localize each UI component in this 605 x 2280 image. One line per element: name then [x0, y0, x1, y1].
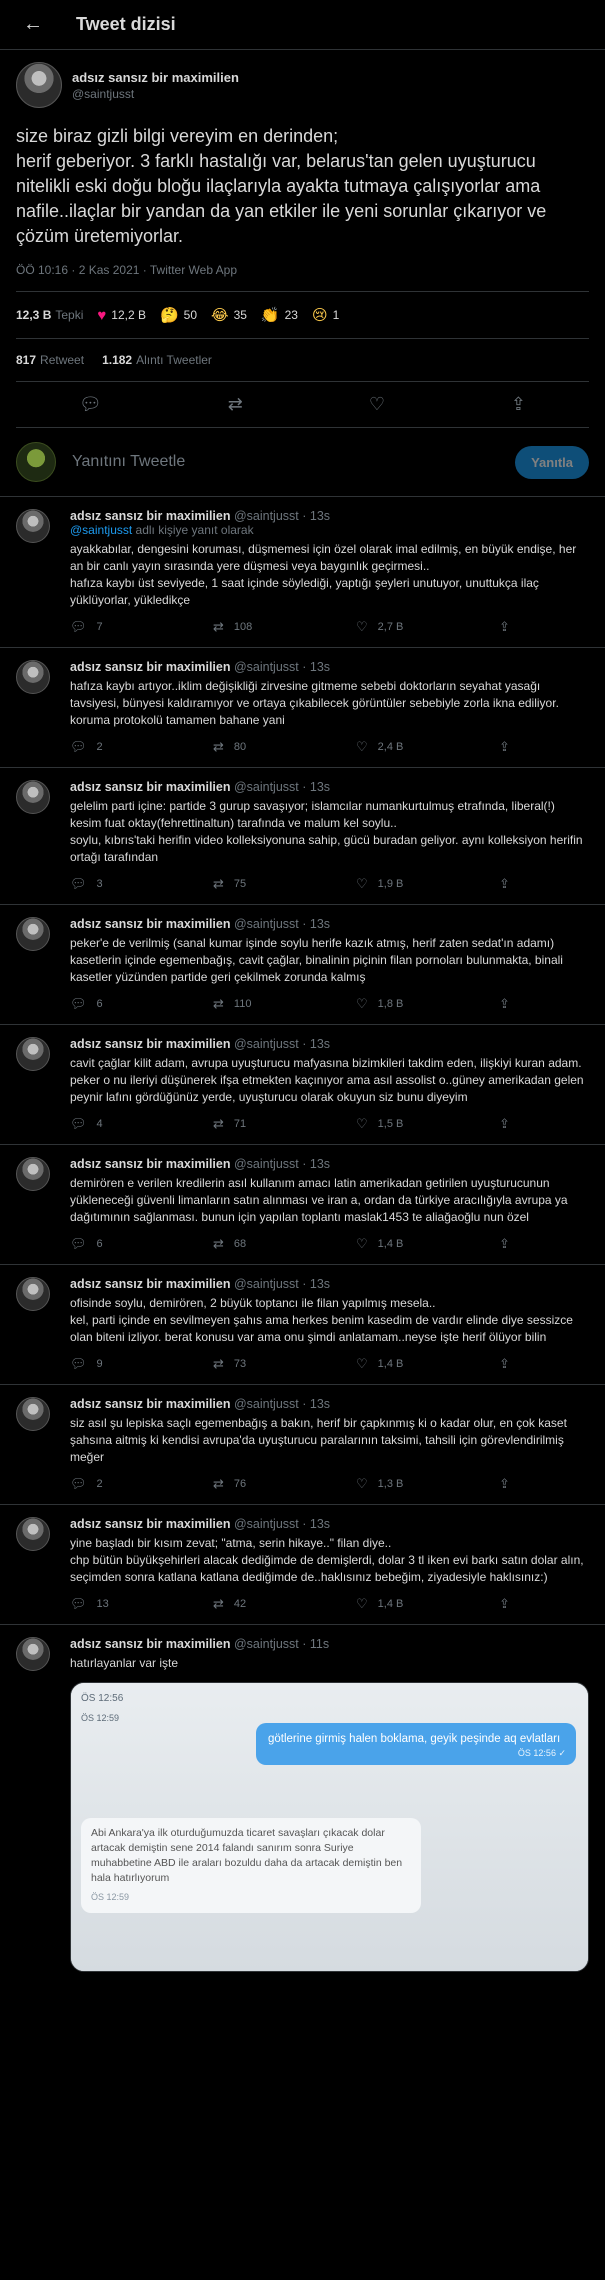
- author-name[interactable]: adsız sansız bir maximilien: [70, 509, 231, 523]
- reaction-count: 23: [284, 308, 298, 322]
- action-count: 2,7 B: [377, 621, 404, 633]
- reply-icon[interactable]: 💬︎: [78, 394, 102, 414]
- tweet-actions: [70, 1466, 589, 1504]
- like-action[interactable]: [356, 1116, 416, 1132]
- action-count: 110: [233, 998, 252, 1010]
- author-handle[interactable]: @saintjusst: [72, 86, 135, 101]
- avatar[interactable]: [16, 917, 50, 951]
- tweet-body: [70, 917, 589, 1024]
- action-count: 1,4 B: [377, 1238, 404, 1250]
- separator-dot: ·: [298, 1517, 310, 1531]
- replying-to: [70, 523, 589, 537]
- tweet-time[interactable]: 13s: [309, 1517, 331, 1531]
- action-count: 7: [96, 621, 103, 633]
- like-icon: ♡: [356, 1476, 368, 1491]
- like-icon[interactable]: ♡: [368, 394, 385, 414]
- action-count: 1,8 B: [377, 998, 404, 1010]
- author-handle[interactable]: @saintjusst: [233, 1277, 299, 1291]
- retweet-action[interactable]: [213, 1116, 273, 1132]
- separator-dot: ·: [298, 1277, 310, 1291]
- sad-face-icon: 😢: [311, 307, 328, 324]
- reaction-count: 50: [183, 308, 198, 322]
- author-name[interactable]: adsız sansız bir maximilien: [72, 69, 239, 85]
- thread-tweet[interactable]: [0, 1505, 605, 1625]
- tweet-avatar-column: [16, 1037, 62, 1144]
- avatar[interactable]: [16, 1157, 50, 1191]
- tweet-actions: [70, 609, 589, 647]
- author-handle[interactable]: @saintjusst: [233, 780, 299, 794]
- tweet-avatar-column: [16, 917, 62, 1024]
- tweet-body: [70, 509, 589, 647]
- separator-dot: ·: [298, 660, 310, 674]
- tweet-text: ayakkabılar, dengesini koruması, düşmemesi için özel olarak imal edilmiş, en büyük endişe, her an bir canlı yayın sırasında yere düşmesi veya baygınlık geçirmesi.. hafıza kaybı üst seviyede, 1 saat içinde söylediği, yaptığı şeyleri unutuyor, unuttukça ilaç yüklüyorlar, yükledikçe: [70, 542, 577, 607]
- avatar[interactable]: [16, 62, 62, 108]
- retweet-icon[interactable]: ⇄: [227, 394, 243, 414]
- reply-action[interactable]: [70, 619, 130, 635]
- like-icon: ♡: [356, 739, 368, 754]
- author-handle[interactable]: @saintjusst: [233, 660, 299, 674]
- thread-tweet[interactable]: [0, 905, 605, 1025]
- tweet-time[interactable]: 13s: [309, 660, 331, 674]
- author-name[interactable]: adsız sansız bir maximilien: [70, 1037, 231, 1051]
- message-time: ÖS 12:56 ✓: [517, 1748, 566, 1758]
- tweet-author[interactable]: [16, 62, 589, 108]
- author-name[interactable]: adsız sansız bir maximilien: [70, 1277, 231, 1291]
- reply-action[interactable]: [70, 1116, 130, 1132]
- reply-action[interactable]: [70, 1596, 130, 1612]
- share-action[interactable]: [499, 876, 559, 892]
- tweet-text: peker'e de verilmiş (sanal kumar işinde soylu herife kazık atmış, herif zaten sedat'ın adamı) kasetlerin içinde egemenbağış, cavit çağlar, binalinin piçinin filan pornoları bulunmakta, binali kasetler yüzünden partide geri çekilmek zorunda kalmış: [70, 936, 563, 984]
- tweet-text: siz asıl şu lepiska saçlı egemenbağış a bakın, herif bir çapkınmış ki o kadar olur, en çok kaset şahsına aitmiş ki kendisi avrupa'da uyuşturucu paralarının taksimi, tahsili için görevlendirilmiş meğer: [70, 1416, 571, 1464]
- author-handle[interactable]: @saintjusst: [233, 1397, 299, 1411]
- tweet-header: [70, 917, 589, 931]
- tweet-time[interactable]: 13s: [309, 1037, 331, 1051]
- action-count: 75: [233, 878, 247, 890]
- share-action[interactable]: [499, 739, 559, 755]
- action-count: 3: [96, 878, 103, 890]
- back-arrow-icon[interactable]: ←: [23, 13, 43, 35]
- thread-tweet[interactable]: [0, 1265, 605, 1385]
- share-action[interactable]: [499, 1596, 559, 1612]
- like-action[interactable]: [356, 1596, 416, 1612]
- share-action[interactable]: [499, 1116, 559, 1132]
- share-icon: ⇪: [499, 996, 510, 1011]
- reply-input[interactable]: Yanıtını Tweetle: [72, 453, 186, 470]
- share-icon: ⇪: [499, 619, 510, 634]
- tweet-text: yine başladı bir kısım zevat; "atma, serin hikaye.." filan diye.. chp bütün büyükşehirleri alacak dediğimde de demişlerdi, dolar 3 tl iken evi barkı satın dolar alın, seçimden sonra katlana katlana dediğimde de..haklısınız bebeğim, ziyadesiyle haklısınız:): [70, 1536, 584, 1584]
- tweet-body: [70, 1637, 589, 1972]
- reply-icon: 💬︎: [70, 739, 87, 754]
- tweet-body: [70, 780, 589, 904]
- action-count: 1,9 B: [377, 878, 404, 890]
- avatar[interactable]: [16, 1037, 50, 1071]
- reaction-item[interactable]: [160, 306, 197, 324]
- thread-tweet[interactable]: [0, 648, 605, 768]
- tweet-header: [70, 780, 589, 794]
- clapping-hands-icon: 👏: [260, 307, 280, 324]
- reply-composer: [0, 428, 605, 497]
- tweet-text: size biraz gizli bilgi vereyim en derinden; herif geberiyor. 3 farklı hastalığı var, belarus'tan gelen uyuşturucu nitelikli eski doğu bloğu ilaçlarıyla ayakta tutmaya çalışıyorlar ama nafile..ilaçlar bir yandan da yan etkiler ile yeni sorunlar çıkarıyor ve çözüm üretemiyorlar.: [16, 126, 547, 246]
- separator-dot: ·: [298, 509, 310, 523]
- tweet-time[interactable]: 13s: [309, 1157, 331, 1171]
- reply-icon: 💬︎: [70, 1356, 87, 1371]
- author-name[interactable]: adsız sansız bir maximilien: [70, 660, 231, 674]
- tweet-body: [70, 1397, 589, 1504]
- like-action[interactable]: [356, 1236, 416, 1252]
- like-icon: ♡: [356, 1356, 368, 1371]
- retweet-label[interactable]: Retweet: [40, 353, 85, 367]
- tweet-time[interactable]: 11s: [309, 1637, 330, 1651]
- author-handle[interactable]: @saintjusst: [233, 1157, 299, 1171]
- share-action[interactable]: [499, 619, 559, 635]
- avatar[interactable]: [16, 1637, 50, 1671]
- tweet-timestamp[interactable]: ÖÖ 10:16 · 2 Kas 2021 · Twitter Web App: [16, 263, 589, 292]
- separator-dot: ·: [298, 1397, 310, 1411]
- tweet-time[interactable]: 13s: [309, 1277, 331, 1291]
- tweet-text: hafıza kaybı artıyor..iklim değişikliği zirvesine gitmeme sebebi doktorların seyahat yasağı tavsiyesi, bünyesi kaldıramıyor ve ortaya çıkabilecek görüntüler sebebiyle zorla ikna ediliyor. koruma protokolü tamamen bahane yani: [70, 679, 563, 727]
- retweet-action[interactable]: [213, 1476, 273, 1492]
- author-handle[interactable]: @saintjusst: [233, 509, 299, 523]
- like-action[interactable]: [356, 619, 416, 635]
- tweet-actions: [70, 1586, 589, 1624]
- likes-count[interactable]: 12,3 B: [16, 308, 52, 322]
- avatar[interactable]: [16, 1277, 50, 1311]
- reply-icon: 💬︎: [70, 996, 87, 1011]
- incoming-message: [81, 1818, 421, 1913]
- replying-to-text: adlı kişiye yanıt olarak: [132, 523, 254, 537]
- tweet-header: [70, 660, 589, 674]
- like-icon: ♡: [356, 619, 368, 634]
- action-count: 1,4 B: [377, 1358, 404, 1370]
- retweet-icon: ⇄: [213, 619, 224, 634]
- reaction-item[interactable]: [97, 306, 146, 324]
- reply-button[interactable]: Yanıtla: [515, 446, 589, 479]
- thread-tweet[interactable]: [0, 1025, 605, 1145]
- retweet-action[interactable]: [213, 876, 273, 892]
- like-icon: ♡: [356, 1116, 368, 1131]
- tweet-avatar-column: [16, 509, 62, 647]
- thread-list: [0, 497, 605, 1972]
- reply-icon: 💬︎: [70, 619, 87, 634]
- thread-tweet[interactable]: [0, 1625, 605, 1972]
- share-icon: ⇪: [499, 1596, 510, 1611]
- tweet-actions: [70, 729, 589, 767]
- like-action[interactable]: [356, 996, 416, 1012]
- share-icon: ⇪: [499, 1476, 510, 1491]
- tweet-header: [70, 1157, 589, 1171]
- author-handle[interactable]: @saintjusst: [233, 1517, 299, 1531]
- tweet-header: [70, 509, 589, 523]
- author-handle[interactable]: @saintjusst: [233, 1037, 299, 1051]
- action-count: 13: [96, 1598, 109, 1610]
- action-count: 6: [96, 998, 103, 1010]
- action-count: 2: [96, 741, 103, 753]
- author-name[interactable]: adsız sansız bir maximilien: [70, 780, 231, 794]
- like-icon: ♡: [356, 1596, 368, 1611]
- chat-time: ÖS 12:56: [81, 1693, 124, 1704]
- retweet-action[interactable]: [213, 1356, 273, 1372]
- reply-action[interactable]: [70, 739, 130, 755]
- action-count: 73: [233, 1358, 247, 1370]
- action-count: 71: [233, 1118, 247, 1130]
- author-name[interactable]: adsız sansız bir maximilien: [70, 1397, 231, 1411]
- like-action[interactable]: [356, 1476, 416, 1492]
- action-count: 2,4 B: [377, 741, 404, 753]
- separator-dot: ·: [298, 917, 310, 931]
- reaction-item[interactable]: [261, 306, 298, 324]
- thread-tweet[interactable]: [0, 1385, 605, 1505]
- share-icon: ⇪: [499, 1116, 510, 1131]
- share-icon: ⇪: [499, 1356, 510, 1371]
- attached-image[interactable]: [70, 1682, 589, 1972]
- reaction-count: 12,2 B: [111, 308, 146, 322]
- share-icon: ⇪: [499, 876, 510, 891]
- author-handle[interactable]: @saintjusst: [233, 1637, 299, 1651]
- retweet-icon: ⇄: [213, 1116, 224, 1131]
- retweet-action[interactable]: [213, 1596, 273, 1612]
- main-tweet: [0, 50, 605, 428]
- tweet-avatar-column: [16, 1157, 62, 1264]
- share-action[interactable]: [499, 1356, 559, 1372]
- heart-icon: ♥: [97, 306, 107, 324]
- tweet-avatar-column: [16, 660, 62, 767]
- separator-dot: ·: [298, 780, 310, 794]
- reply-action[interactable]: [70, 1356, 130, 1372]
- action-count: 42: [233, 1598, 247, 1610]
- retweet-action[interactable]: [213, 739, 273, 755]
- retweet-action[interactable]: [213, 619, 273, 635]
- like-icon: ♡: [356, 996, 368, 1011]
- tweet-time[interactable]: 13s: [309, 1397, 331, 1411]
- action-count: 9: [96, 1358, 103, 1370]
- retweet-icon: ⇄: [213, 1236, 224, 1251]
- retweet-icon: ⇄: [213, 739, 224, 754]
- retweet-icon: ⇄: [213, 1476, 224, 1491]
- author-name[interactable]: adsız sansız bir maximilien: [70, 1157, 231, 1171]
- avatar[interactable]: [16, 442, 56, 482]
- action-count: 1,4 B: [377, 1598, 404, 1610]
- share-action[interactable]: [499, 1476, 559, 1492]
- action-count: 1,3 B: [377, 1478, 404, 1490]
- tweet-header: [70, 1637, 589, 1651]
- message-text: Abi Ankara'ya ilk oturduğumuzda ticaret savaşları çıkacak dolar artacak demiştin sene 2014 falandı sanırım sonra Suriye muhabbetine ABD ile araları bozuldu daha da artacak demiştin ben hala hatırlıyorum: [91, 1827, 403, 1884]
- action-count: 76: [233, 1478, 247, 1490]
- reply-icon: 💬︎: [70, 1236, 87, 1251]
- thinking-face-icon: 🤔: [159, 307, 179, 324]
- stats-row: [16, 339, 589, 382]
- author-name[interactable]: adsız sansız bir maximilien: [70, 1637, 231, 1651]
- tweet-avatar-column: [16, 1277, 62, 1384]
- message-text: götlerine girmiş halen boklama, geyik peşinde aq evlatları: [268, 1733, 561, 1745]
- tweet-avatar-column: [16, 1397, 62, 1504]
- top-bar: [0, 0, 605, 50]
- retweet-icon: ⇄: [213, 1596, 224, 1611]
- retweet-action[interactable]: [213, 996, 273, 1012]
- likes-label[interactable]: Tepki: [55, 308, 84, 322]
- reaction-count: 1: [332, 308, 340, 322]
- chat-time: ÖS 12:59: [81, 1713, 120, 1723]
- tweet-time[interactable]: 13s: [309, 917, 331, 931]
- action-count: 4: [96, 1118, 103, 1130]
- avatar[interactable]: [16, 1397, 50, 1431]
- tweet-body: [70, 1517, 589, 1624]
- action-count: 2: [96, 1478, 103, 1490]
- share-icon: ⇪: [499, 739, 510, 754]
- tweet-actions: [70, 866, 589, 904]
- tweet-avatar-column: [16, 780, 62, 904]
- thread-tweet[interactable]: [0, 497, 605, 648]
- reply-action[interactable]: [70, 1236, 130, 1252]
- main-actions: [16, 382, 589, 428]
- reactions-row: [16, 292, 589, 339]
- share-icon[interactable]: ⇪: [510, 394, 527, 414]
- tweet-actions: [70, 1226, 589, 1264]
- tweet-body: [70, 1277, 589, 1384]
- separator-dot: ·: [298, 1637, 310, 1651]
- action-count: 108: [233, 621, 253, 633]
- tweet-text: gelelim parti içine: partide 3 gurup savaşıyor; islamcılar numankurtulmuş etrafında, liberal(!) kesim fuat oktay(fehrettinaltun) tarafında ve malum kel soylu.. soylu, kıbrıs'taki herifin video kolleksiyonuna sahip, gücü buradan geliyor. aynı kolleksiyon herifin ortağı tarafından: [70, 799, 583, 864]
- tweet-actions: [70, 1106, 589, 1144]
- share-icon: ⇪: [499, 1236, 510, 1251]
- separator-dot: ·: [298, 1037, 310, 1051]
- tweet-avatar-column: [16, 1517, 62, 1624]
- message-time: ÖS 12:59: [91, 1892, 130, 1902]
- author-name[interactable]: adsız sansız bir maximilien: [70, 917, 231, 931]
- tweet-body: [70, 1157, 589, 1264]
- share-action[interactable]: [499, 996, 559, 1012]
- tweet-avatar-column: [16, 1637, 62, 1972]
- tweet-header: [70, 1037, 589, 1051]
- tweet-header: [70, 1277, 589, 1291]
- reaction-item[interactable]: [312, 306, 339, 324]
- avatar[interactable]: [16, 660, 50, 694]
- chat-screenshot: [71, 1683, 588, 1971]
- tweet-text: ofisinde soylu, demirören, 2 büyük toptancı ile filan yapılmış mesela.. kel, parti içinde en sevilmeyen şahıs ama herkes benim kasedim de vardır elinde diye sessizce olan biteni izliyor. berat konusu var ama onu şimdi anlatamam..neyse işte herif ölüyor bilin: [70, 1296, 573, 1344]
- tweet-actions: [70, 1346, 589, 1384]
- retweet-action[interactable]: [213, 1236, 273, 1252]
- author-handle[interactable]: @saintjusst: [233, 917, 299, 931]
- separator-dot: ·: [298, 1157, 310, 1171]
- tweet-header: [70, 1517, 589, 1531]
- outgoing-message: [256, 1723, 576, 1765]
- quote-count[interactable]: 1.182: [102, 353, 133, 367]
- action-count: 80: [233, 741, 247, 753]
- share-action[interactable]: [499, 1236, 559, 1252]
- reply-action[interactable]: [70, 996, 130, 1012]
- tweet-text: hatırlayanlar var işte: [70, 1656, 179, 1670]
- thread-tweet[interactable]: [0, 1145, 605, 1265]
- page-title: Tweet dizisi: [76, 14, 176, 34]
- retweet-count[interactable]: 817: [16, 353, 37, 367]
- author-name[interactable]: adsız sansız bir maximilien: [70, 1517, 231, 1531]
- like-action[interactable]: [356, 1356, 416, 1372]
- reply-action[interactable]: [70, 1476, 130, 1492]
- mention-link[interactable]: @saintjusst: [70, 523, 133, 537]
- laughing-face-icon: 😂: [211, 307, 229, 324]
- retweet-icon: ⇄: [213, 876, 224, 891]
- reply-icon: 💬︎: [70, 1596, 87, 1611]
- tweet-time[interactable]: 13s: [309, 509, 331, 523]
- tweet-text: cavit çağlar kilit adam, avrupa uyuşturucu mafyasına bizimkileri takdim eden, ilişkiyi kuran adam. peker o nu ileriyi düşünerek ifşa etmekten kaçınıyor ama asıl assolist o..güney amerikadan gelen peynir lafını gördüğünüz yerde, uyuşturucu olarak okuyun siz bunu diyeyim: [70, 1056, 587, 1104]
- avatar[interactable]: [16, 509, 50, 543]
- tweet-text: demirören e verilen kredilerin asıl kullanım amacı latin amerikadan getirilen uyuşturucunun yükleneceği güvenli limanların satın alınması ve iran a, ordan da türkiye aracılığıyla avrupa ya dağıtımının sağlanması. bunun için yapılan toplantı maslak1453 te aliağaoğlu nun özel: [70, 1176, 571, 1224]
- reply-icon: 💬︎: [70, 1116, 87, 1131]
- like-icon: ♡: [356, 876, 368, 891]
- like-icon: ♡: [356, 1236, 368, 1251]
- action-count: 68: [233, 1238, 247, 1250]
- retweet-icon: ⇄: [213, 996, 224, 1011]
- tweet-actions: [70, 986, 589, 1024]
- avatar[interactable]: [16, 1517, 50, 1551]
- retweet-icon: ⇄: [213, 1356, 224, 1371]
- reply-icon: 💬︎: [70, 876, 87, 891]
- tweet-body: [70, 1037, 589, 1144]
- reaction-item[interactable]: [211, 306, 247, 324]
- action-count: 1,5 B: [377, 1118, 404, 1130]
- action-count: 6: [96, 1238, 103, 1250]
- tweet-time[interactable]: 13s: [309, 780, 331, 794]
- tweet-body: [70, 660, 589, 767]
- reply-icon: 💬︎: [70, 1476, 87, 1491]
- reply-action[interactable]: [70, 876, 130, 892]
- tweet-header: [70, 1397, 589, 1411]
- thread-tweet[interactable]: [0, 768, 605, 905]
- like-action[interactable]: [356, 876, 416, 892]
- avatar[interactable]: [16, 780, 50, 814]
- like-action[interactable]: [356, 739, 416, 755]
- quote-label[interactable]: Alıntı Tweetler: [136, 353, 212, 367]
- reaction-count: 35: [233, 308, 247, 322]
